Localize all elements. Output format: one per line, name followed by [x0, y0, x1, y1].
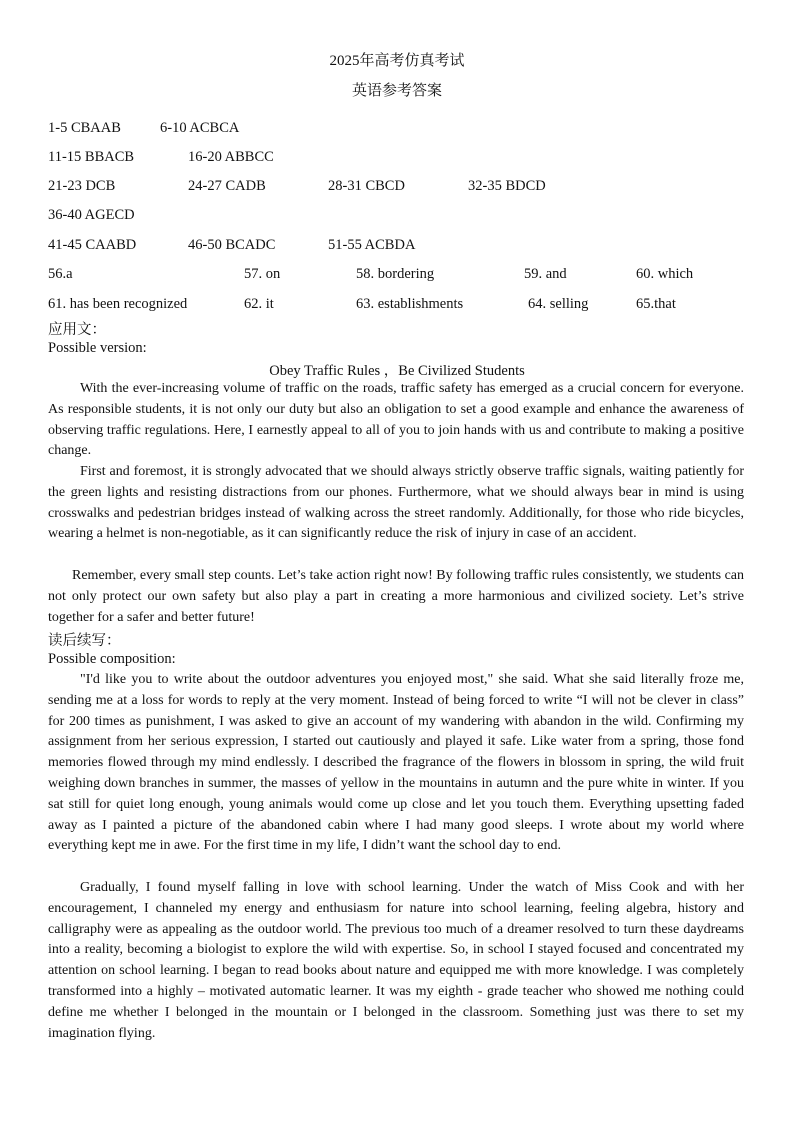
essay-title: Obey Traffic Rules ，Be Civilized Students [269, 363, 525, 379]
answer-item: 56.a [48, 266, 73, 282]
answer-group: 1-5 CBAAB [48, 120, 121, 136]
answer-item: 63. establishments [356, 296, 464, 312]
answer-item: 64. selling [528, 296, 589, 312]
essay-paragraph: With the ever-increasing volume of traffic on the roads, traffic safety has emerged as a crucial concern for everyone. As responsible students, it is not only our duty but also an obligation to set a good example and enhance the awareness of observing traffic regulations. Here, I earnestly appeal to all of you to join hands with us and contribute to making a positive change. [48, 381, 744, 459]
answer-item: 59. and [524, 266, 567, 282]
answer-group: 46-50 BCADC [188, 237, 276, 253]
answer-item: 65.that [636, 296, 676, 312]
continuation-section-label: 读后续写： [48, 633, 121, 649]
essay-paragraph: Remember, every small step counts. Let’s take action right now! By following traffic rules consistently, we students can not only protect our own safety but also play a part in creating a more harmonious and civilized society. Let’s strive together for a safer and better future! [48, 568, 744, 625]
answer-group: 24-27 CADB [188, 178, 266, 194]
answer-group: 32-35 BDCD [468, 178, 546, 194]
exam-title: 2025年高考仿真考试 [329, 53, 465, 69]
answer-group: 36-40 AGECD [48, 207, 135, 223]
answer-group: 21-23 DCB [48, 178, 116, 194]
answer-item: 57. on [244, 266, 281, 282]
composition-paragraph: "I'd like you to write about the outdoor adventures you enjoyed most," she said. What she said literally froze me, sending me at a loss for words to reply at the very moment. Instead of being forced to write “I will not be clever in class” for 200 times as punishment, I was asked to give an account of my wandering with abandon in the wild. Confirming my assignment from her serious expression, I started out cautiously and played it safe. Like water from a spring, those fond memories flowed through my mind endlessly. I described the fragrance of the flowers in blossom in spring, the wild fruit weighing down branches in summer, the masses of yellow in the mountains in autumn and the pure white in winter. If you sat still for quiet long enough, young animals would come up close and let you touch them. Everything upsetting faded away as I painted a picture of the abandoned cabin where I had many good sleeps. I wrote about my world where everything kept me in awe. For the first time in my life, I didn’t want the school day to end. [48, 672, 744, 854]
answer-group: 41-45 CAABD [48, 237, 137, 253]
exam-subtitle: 英语参考答案 [351, 83, 442, 99]
answer-group: 28-31 CBCD [328, 178, 405, 194]
composition-paragraph: Gradually, I found myself falling in love with school learning. Under the watch of Miss Cook and with her encouragement, I channeled my energy and enthusiasm for nature into school learning, feeling algebra, history and calligraphy were as appealing as the outdoor world. The previous too much of a dreamer resolved to turn these daydreams into a reality, becoming a biologist to explore the wild with expertise. So, in school I stayed focused and concentrated my attention on school learning. I began to read books about nature and equipped me with more knowledge. I was completely transformed into a highly – motivated automatic learner. It was my eighth - grade teacher who showed me nothing could define me whether I belonged in the mountain or I belonged in the classroom. Something just was there to set my imagination flying. [48, 880, 744, 1041]
writing-version-label: Possible version: [48, 340, 147, 356]
essay-paragraph: First and foremost, it is strongly advocated that we should always strictly observe traffic signals, waiting patiently for the green lights and resisting distractions from our phones. Furthermore, what we should always bear in mind is using crosswalks and pedestrian bridges instead of walking across the street randomly. Additionally, for those who ride bicycles, wearing a helmet is non-negotiable, as it can significantly reduce the risk of injury in case of an accident. [48, 464, 744, 542]
answer-item: 60. which [636, 266, 694, 282]
writing-section-label: 应用文： [48, 322, 106, 338]
answer-item: 62. it [244, 296, 274, 312]
answer-group: 16-20 ABBCC [188, 149, 274, 165]
answer-group: 11-15 BBACB [48, 149, 135, 165]
answer-item: 58. bordering [356, 266, 435, 282]
answer-group: 51-55 ACBDA [328, 237, 416, 253]
answer-group: 6-10 ACBCA [160, 120, 240, 136]
answer-item: 61. has been recognized [48, 296, 188, 312]
composition-label: Possible composition: [48, 651, 176, 667]
